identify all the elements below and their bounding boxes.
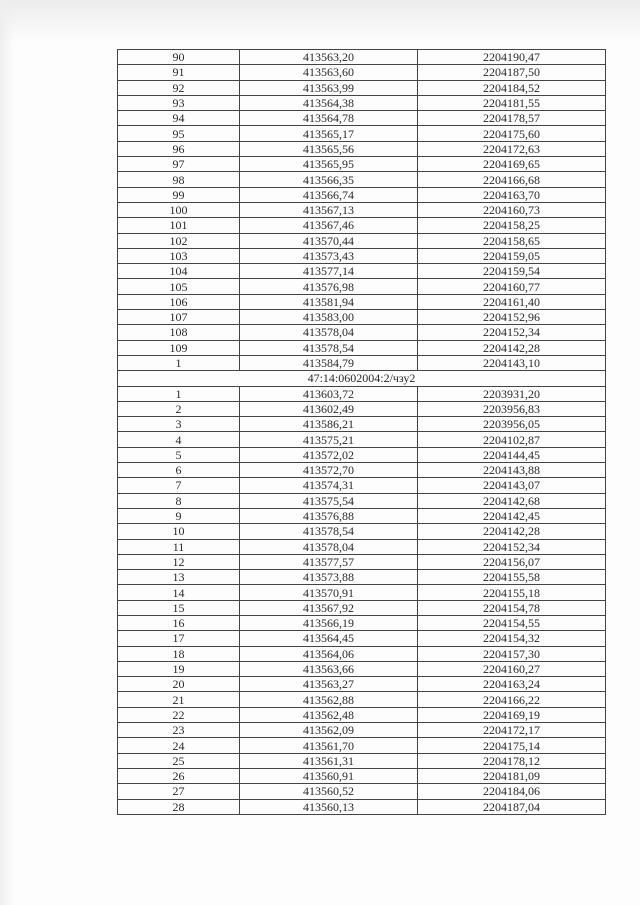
table-row <box>118 447 606 462</box>
table-row <box>118 723 606 738</box>
point-number-cell: 95 <box>118 126 240 141</box>
table-row <box>118 65 606 80</box>
x-coordinate-cell: 413574,31 <box>240 478 418 493</box>
y-coordinate-cell: 2204166,68 <box>418 172 606 187</box>
x-coordinate-cell: 413562,48 <box>240 707 418 722</box>
table-row <box>118 478 606 493</box>
point-number-cell: 109 <box>118 340 240 355</box>
point-number-cell: 99 <box>118 187 240 202</box>
x-coordinate-cell: 413581,94 <box>240 294 418 309</box>
point-number-cell: 24 <box>118 738 240 753</box>
table-row <box>118 294 606 309</box>
coordinates-table-body <box>118 50 606 815</box>
y-coordinate-cell: 2204158,25 <box>418 218 606 233</box>
y-coordinate-cell: 2204142,68 <box>418 493 606 508</box>
point-number-cell: 2 <box>118 401 240 416</box>
table-row <box>118 310 606 325</box>
section-title: 47:14:0602004:2/чзу2 <box>118 371 606 386</box>
table-row <box>118 508 606 523</box>
table-row <box>118 340 606 355</box>
y-coordinate-cell: 2204159,54 <box>418 264 606 279</box>
x-coordinate-cell: 413572,02 <box>240 447 418 462</box>
table-row <box>118 187 606 202</box>
x-coordinate-cell: 413561,31 <box>240 753 418 768</box>
table-row <box>118 738 606 753</box>
y-coordinate-cell: 2204161,40 <box>418 294 606 309</box>
y-coordinate-cell: 2204102,87 <box>418 432 606 447</box>
x-coordinate-cell: 413586,21 <box>240 417 418 432</box>
x-coordinate-cell: 413578,54 <box>240 524 418 539</box>
point-number-cell: 4 <box>118 432 240 447</box>
x-coordinate-cell: 413577,14 <box>240 264 418 279</box>
table-row <box>118 233 606 248</box>
x-coordinate-cell: 413576,98 <box>240 279 418 294</box>
point-number-cell: 6 <box>118 463 240 478</box>
table-row <box>118 432 606 447</box>
y-coordinate-cell: 2204152,96 <box>418 310 606 325</box>
x-coordinate-cell: 413564,78 <box>240 111 418 126</box>
table-row <box>118 386 606 401</box>
table-row <box>118 753 606 768</box>
point-number-cell: 91 <box>118 65 240 80</box>
y-coordinate-cell: 2204169,65 <box>418 157 606 172</box>
x-coordinate-cell: 413561,70 <box>240 738 418 753</box>
point-number-cell: 12 <box>118 554 240 569</box>
point-number-cell: 16 <box>118 615 240 630</box>
x-coordinate-cell: 413566,19 <box>240 615 418 630</box>
y-coordinate-cell: 2204156,07 <box>418 554 606 569</box>
y-coordinate-cell: 2204160,77 <box>418 279 606 294</box>
y-coordinate-cell: 2204143,07 <box>418 478 606 493</box>
x-coordinate-cell: 413575,54 <box>240 493 418 508</box>
y-coordinate-cell: 2204172,17 <box>418 723 606 738</box>
x-coordinate-cell: 413567,92 <box>240 600 418 615</box>
y-coordinate-cell: 2204187,50 <box>418 65 606 80</box>
x-coordinate-cell: 413566,74 <box>240 187 418 202</box>
x-coordinate-cell: 413565,56 <box>240 141 418 156</box>
table-row <box>118 570 606 585</box>
y-coordinate-cell: 2204142,28 <box>418 340 606 355</box>
table-row <box>118 784 606 799</box>
x-coordinate-cell: 413575,21 <box>240 432 418 447</box>
x-coordinate-cell: 413567,46 <box>240 218 418 233</box>
point-number-cell: 21 <box>118 692 240 707</box>
x-coordinate-cell: 413560,91 <box>240 768 418 783</box>
point-number-cell: 19 <box>118 661 240 676</box>
y-coordinate-cell: 2203931,20 <box>418 386 606 401</box>
x-coordinate-cell: 413577,57 <box>240 554 418 569</box>
section-header-row <box>118 371 606 386</box>
x-coordinate-cell: 413583,00 <box>240 310 418 325</box>
y-coordinate-cell: 2204163,70 <box>418 187 606 202</box>
table-row <box>118 600 606 615</box>
point-number-cell: 9 <box>118 508 240 523</box>
table-row <box>118 401 606 416</box>
x-coordinate-cell: 413564,45 <box>240 631 418 646</box>
scan-shadow-left <box>0 0 14 905</box>
table-row <box>118 202 606 217</box>
point-number-cell: 105 <box>118 279 240 294</box>
table-row <box>118 677 606 692</box>
table-row <box>118 417 606 432</box>
point-number-cell: 27 <box>118 784 240 799</box>
x-coordinate-cell: 413562,09 <box>240 723 418 738</box>
x-coordinate-cell: 413570,44 <box>240 233 418 248</box>
y-coordinate-cell: 2204157,30 <box>418 646 606 661</box>
point-number-cell: 94 <box>118 111 240 126</box>
point-number-cell: 108 <box>118 325 240 340</box>
x-coordinate-cell: 413563,99 <box>240 80 418 95</box>
point-number-cell: 5 <box>118 447 240 462</box>
table-row <box>118 157 606 172</box>
point-number-cell: 26 <box>118 768 240 783</box>
table-row <box>118 615 606 630</box>
x-coordinate-cell: 413566,35 <box>240 172 418 187</box>
y-coordinate-cell: 2204175,14 <box>418 738 606 753</box>
x-coordinate-cell: 413578,04 <box>240 325 418 340</box>
table-row <box>118 279 606 294</box>
point-number-cell: 97 <box>118 157 240 172</box>
table-row <box>118 141 606 156</box>
y-coordinate-cell: 2204163,24 <box>418 677 606 692</box>
point-number-cell: 106 <box>118 294 240 309</box>
y-coordinate-cell: 2204143,10 <box>418 355 606 370</box>
y-coordinate-cell: 2204142,45 <box>418 508 606 523</box>
y-coordinate-cell: 2204155,58 <box>418 570 606 585</box>
y-coordinate-cell: 2204172,63 <box>418 141 606 156</box>
table-row <box>118 554 606 569</box>
table-row <box>118 111 606 126</box>
y-coordinate-cell: 2204154,78 <box>418 600 606 615</box>
point-number-cell: 1 <box>118 386 240 401</box>
y-coordinate-cell: 2204175,60 <box>418 126 606 141</box>
point-number-cell: 103 <box>118 248 240 263</box>
y-coordinate-cell: 2204166,22 <box>418 692 606 707</box>
point-number-cell: 8 <box>118 493 240 508</box>
x-coordinate-cell: 413567,13 <box>240 202 418 217</box>
table-row <box>118 707 606 722</box>
table-row <box>118 50 606 65</box>
x-coordinate-cell: 413560,13 <box>240 799 418 814</box>
x-coordinate-cell: 413563,27 <box>240 677 418 692</box>
point-number-cell: 102 <box>118 233 240 248</box>
y-coordinate-cell: 2203956,05 <box>418 417 606 432</box>
coordinates-table <box>117 49 606 815</box>
x-coordinate-cell: 413565,95 <box>240 157 418 172</box>
table-row <box>118 355 606 370</box>
x-coordinate-cell: 413572,70 <box>240 463 418 478</box>
scan-shadow-top <box>0 0 640 42</box>
point-number-cell: 98 <box>118 172 240 187</box>
x-coordinate-cell: 413578,04 <box>240 539 418 554</box>
point-number-cell: 23 <box>118 723 240 738</box>
y-coordinate-cell: 2204154,32 <box>418 631 606 646</box>
point-number-cell: 7 <box>118 478 240 493</box>
x-coordinate-cell: 413563,60 <box>240 65 418 80</box>
table-row <box>118 264 606 279</box>
y-coordinate-cell: 2204169,19 <box>418 707 606 722</box>
y-coordinate-cell: 2204190,47 <box>418 50 606 65</box>
x-coordinate-cell: 413578,54 <box>240 340 418 355</box>
point-number-cell: 22 <box>118 707 240 722</box>
table-row <box>118 126 606 141</box>
point-number-cell: 20 <box>118 677 240 692</box>
y-coordinate-cell: 2204154,55 <box>418 615 606 630</box>
table-row <box>118 768 606 783</box>
point-number-cell: 11 <box>118 539 240 554</box>
point-number-cell: 101 <box>118 218 240 233</box>
y-coordinate-cell: 2204142,28 <box>418 524 606 539</box>
table-row <box>118 172 606 187</box>
point-number-cell: 1 <box>118 355 240 370</box>
point-number-cell: 107 <box>118 310 240 325</box>
x-coordinate-cell: 413573,88 <box>240 570 418 585</box>
x-coordinate-cell: 413570,91 <box>240 585 418 600</box>
x-coordinate-cell: 413603,72 <box>240 386 418 401</box>
point-number-cell: 3 <box>118 417 240 432</box>
point-number-cell: 28 <box>118 799 240 814</box>
table-row <box>118 646 606 661</box>
y-coordinate-cell: 2204159,05 <box>418 248 606 263</box>
table-row <box>118 325 606 340</box>
y-coordinate-cell: 2204181,09 <box>418 768 606 783</box>
x-coordinate-cell: 413602,49 <box>240 401 418 416</box>
table-row <box>118 631 606 646</box>
y-coordinate-cell: 2203956,83 <box>418 401 606 416</box>
x-coordinate-cell: 413565,17 <box>240 126 418 141</box>
table-row <box>118 692 606 707</box>
y-coordinate-cell: 2204152,34 <box>418 325 606 340</box>
y-coordinate-cell: 2204158,65 <box>418 233 606 248</box>
point-number-cell: 13 <box>118 570 240 585</box>
point-number-cell: 92 <box>118 80 240 95</box>
x-coordinate-cell: 413564,38 <box>240 95 418 110</box>
table-row <box>118 524 606 539</box>
table-row <box>118 661 606 676</box>
table-row <box>118 248 606 263</box>
point-number-cell: 14 <box>118 585 240 600</box>
y-coordinate-cell: 2204184,52 <box>418 80 606 95</box>
y-coordinate-cell: 2204155,18 <box>418 585 606 600</box>
table-row <box>118 493 606 508</box>
x-coordinate-cell: 413576,88 <box>240 508 418 523</box>
y-coordinate-cell: 2204152,34 <box>418 539 606 554</box>
y-coordinate-cell: 2204181,55 <box>418 95 606 110</box>
x-coordinate-cell: 413564,06 <box>240 646 418 661</box>
point-number-cell: 104 <box>118 264 240 279</box>
x-coordinate-cell: 413562,88 <box>240 692 418 707</box>
point-number-cell: 15 <box>118 600 240 615</box>
y-coordinate-cell: 2204144,45 <box>418 447 606 462</box>
y-coordinate-cell: 2204187,04 <box>418 799 606 814</box>
point-number-cell: 100 <box>118 202 240 217</box>
table-row <box>118 585 606 600</box>
point-number-cell: 96 <box>118 141 240 156</box>
y-coordinate-cell: 2204178,57 <box>418 111 606 126</box>
x-coordinate-cell: 413563,66 <box>240 661 418 676</box>
x-coordinate-cell: 413560,52 <box>240 784 418 799</box>
point-number-cell: 10 <box>118 524 240 539</box>
y-coordinate-cell: 2204178,12 <box>418 753 606 768</box>
y-coordinate-cell: 2204160,73 <box>418 202 606 217</box>
y-coordinate-cell: 2204160,27 <box>418 661 606 676</box>
point-number-cell: 17 <box>118 631 240 646</box>
point-number-cell: 25 <box>118 753 240 768</box>
table-row <box>118 218 606 233</box>
x-coordinate-cell: 413563,20 <box>240 50 418 65</box>
table-row <box>118 80 606 95</box>
table-row <box>118 95 606 110</box>
point-number-cell: 93 <box>118 95 240 110</box>
x-coordinate-cell: 413584,79 <box>240 355 418 370</box>
y-coordinate-cell: 2204184,06 <box>418 784 606 799</box>
x-coordinate-cell: 413573,43 <box>240 248 418 263</box>
table-row <box>118 463 606 478</box>
y-coordinate-cell: 2204143,88 <box>418 463 606 478</box>
table-row <box>118 539 606 554</box>
table-row <box>118 799 606 814</box>
point-number-cell: 18 <box>118 646 240 661</box>
point-number-cell: 90 <box>118 50 240 65</box>
